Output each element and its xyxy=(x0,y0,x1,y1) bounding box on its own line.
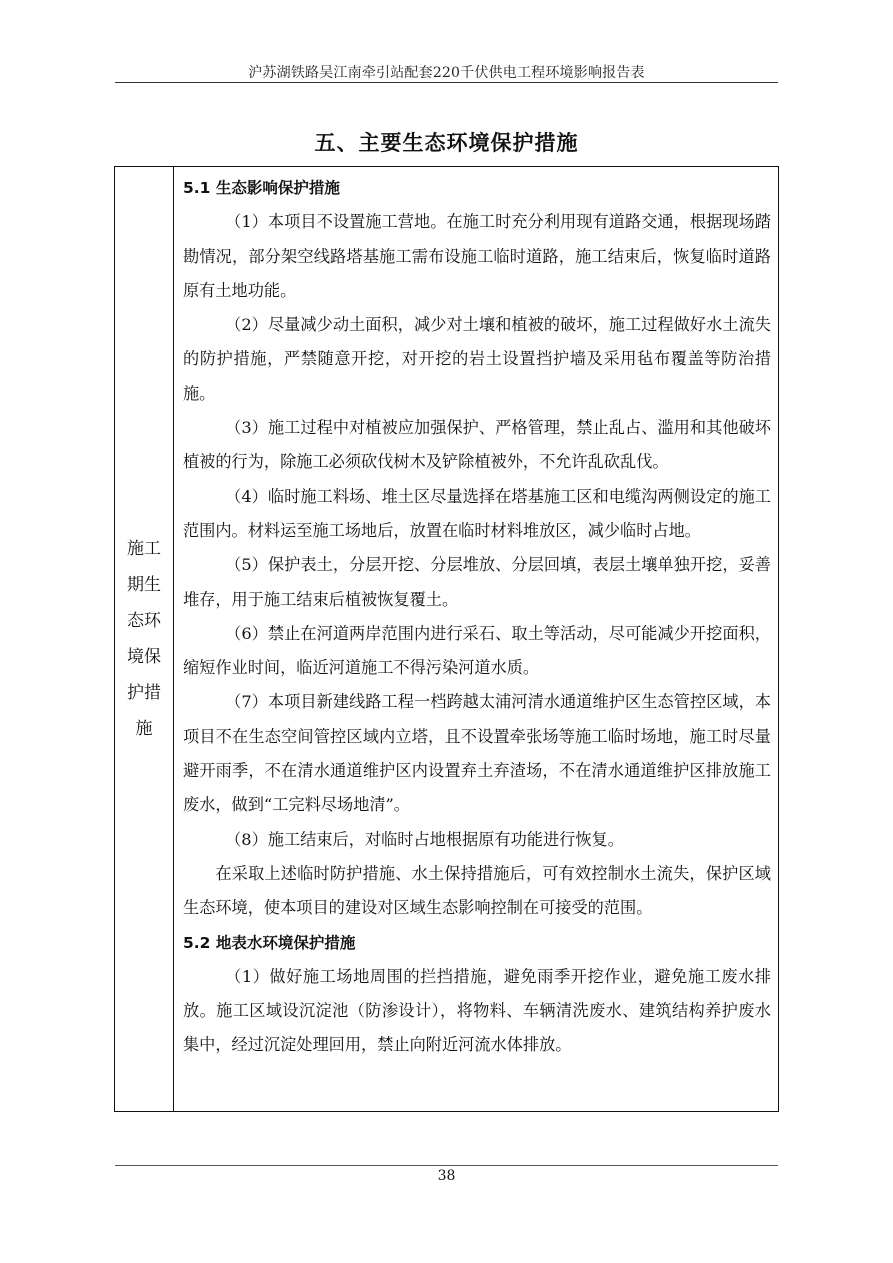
measure-item: （1）本项目不设置施工营地。在施工时充分利用现有道路交通，根据现场踏勘情况，部分架空线路塔基施工需布设施工临时道路，施工结束后，恢复临时道路原有土地功能。 xyxy=(183,212,771,300)
content-cell xyxy=(174,167,778,1111)
measure-item: （7）本项目新建线路工程一档跨越太浦河清水通道维护区生态管控区域，本项目不在生态空间管控区域内立塔，且不设置牵张场等施工临时场地，施工时尽量避开雨季，不在清水通道维护区内设置弃土弃渣场，不在清水通道维护区排放施工废水，做到“工完料尽场地清”。 xyxy=(183,692,771,815)
measure-item: （6）禁止在河道两岸范围内进行采石、取土等活动，尽可能减少开挖面积，缩短作业时间，临近河道施工不得污染河道水质。 xyxy=(183,623,771,678)
header-rule xyxy=(115,82,778,83)
measure-item: （3）施工过程中对植被应加强保护、严格管理，禁止乱占、滥用和其他破坏植被的行为，除施工必须砍伐树木及铲除植被外，不允许乱砍乱伐。 xyxy=(183,418,771,472)
summary-paragraph: 在采取上述临时防护措施、水土保持措施后，可有效控制水土流失，保护区域生态环境，使本项目的建设对区域生态影响控制在可接受的范围。 xyxy=(183,863,771,918)
measures-table xyxy=(114,166,779,1112)
measure-item: （1）做好施工场地周围的拦挡措施，避免雨季开挖作业，避免施工废水排放。施工区域设沉淀池（防渗设计），将物料、车辆清洗废水、建筑结构养护废水集中，经过沉淀处理回用，禁止向附近河流水体排放。 xyxy=(183,966,771,1055)
running-header: 沪苏湖铁路吴江南牵引站配套220千伏供电工程环境影响报告表 xyxy=(248,65,645,81)
row-label: 施工期生态环境保护措施 xyxy=(127,539,161,739)
measure-item: （5）保护表土，分层开挖、分层堆放、分层回填，表层土壤单独开挖，妥善堆存，用于施工结束后植被恢复覆土。 xyxy=(183,555,771,609)
measure-item: （4）临时施工料场、堆土区尽量选择在塔基施工区和电缆沟两侧设定的施工范围内。材料运至施工场地后，放置在临时材料堆放区，减少临时占地。 xyxy=(183,486,771,540)
footer-rule xyxy=(115,1165,778,1166)
subsection-heading-5-1: 5.1 生态影响保护措施 xyxy=(183,179,340,197)
measure-item: （2）尽量减少动土面积，减少对土壤和植被的破坏，施工过程做好水土流失的防护措施，严禁随意开挖，对开挖的岩土设置挡护墙及采用毡布覆盖等防治措施。 xyxy=(183,315,771,403)
row-label-cell xyxy=(115,167,174,1111)
subsection-heading-5-2: 5.2 地表水环境保护措施 xyxy=(183,933,356,952)
section-title: 五、主要生态环境保护措施 xyxy=(314,130,579,155)
page-number: 38 xyxy=(437,1168,456,1184)
measure-item: （8）施工结束后，对临时占地根据原有功能进行恢复。 xyxy=(225,829,624,849)
